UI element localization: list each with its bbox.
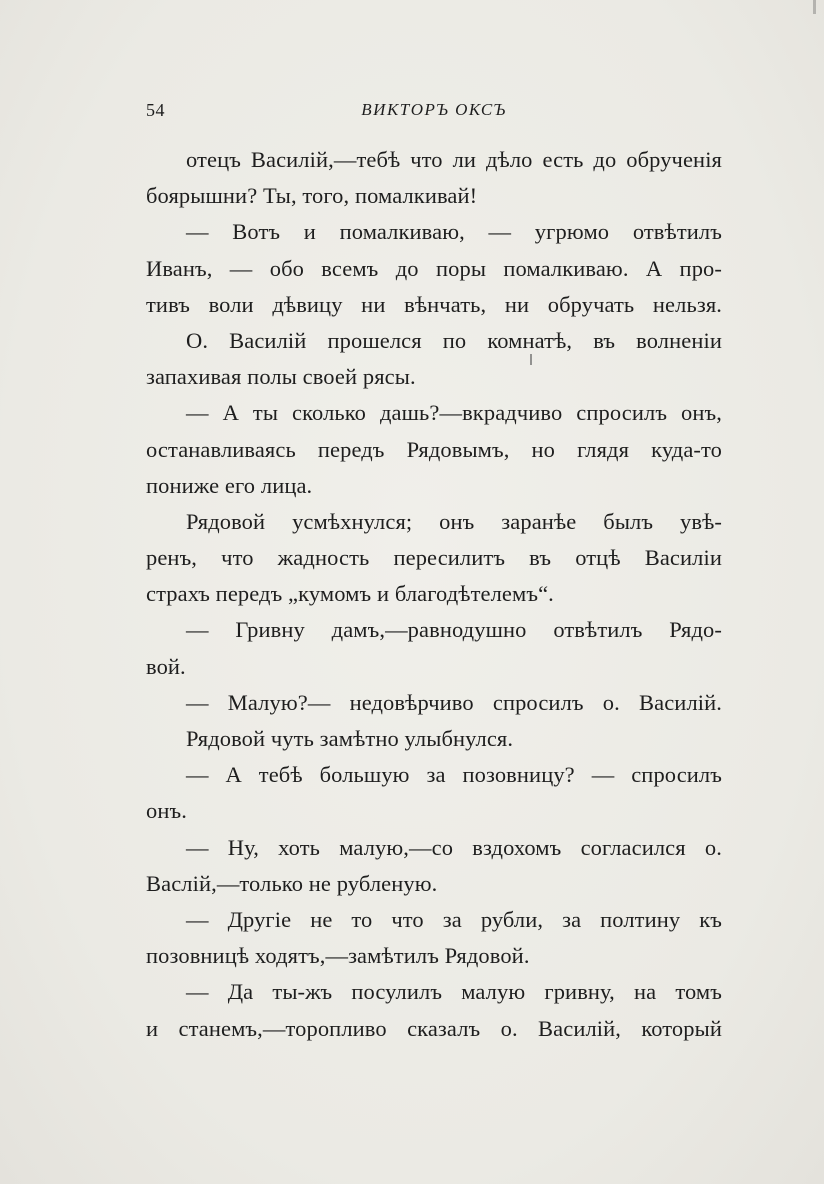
text-line: — А тебѣ большую за позовницу? — спросилъ bbox=[186, 762, 722, 788]
text-line: — А ты сколько дашь?—вкрадчиво спросилъ онъ, bbox=[186, 400, 722, 426]
text-line: запахивая полы своей рясы. bbox=[146, 364, 416, 390]
text-line: — Ну, хоть малую,—со вздохомъ согласился о. bbox=[186, 834, 722, 860]
text-line: — Малую?— недовѣрчиво спросилъ о. Василій. bbox=[186, 689, 722, 715]
text-line: страхъ передъ „кумомъ и благодѣтелемъ“. bbox=[146, 581, 554, 607]
text-line: — Гривну дамъ,—равнодушно отвѣтилъ Рядо- bbox=[186, 617, 722, 643]
text-line: позовницѣ ходятъ,—замѣтилъ Рядовой. bbox=[146, 943, 530, 969]
text-line: останавливаясь передъ Рядовымъ, но глядя куда-то bbox=[146, 436, 722, 462]
text-line: онъ. bbox=[146, 798, 187, 824]
text-line: отецъ Василій,—тебѣ что ли дѣло есть до обрученія bbox=[186, 147, 722, 172]
text-line: Рядовой чуть замѣтно улыбнулся. bbox=[186, 726, 514, 751]
text-line: — Вотъ и помалкиваю, — угрюмо отвѣтилъ bbox=[186, 219, 722, 245]
text-line: Иванъ, — обо всемъ до поры помалкиваю. А про- bbox=[146, 255, 722, 281]
text-line: вой. bbox=[146, 653, 186, 679]
running-head: ВИКТОРЪ ОКСЪ bbox=[361, 100, 507, 119]
text-line: О. Василій прошелся по комнатѣ, въ волненіи bbox=[186, 327, 722, 353]
print-speck bbox=[530, 354, 532, 365]
text-line: — Другіе не то что за рубли, за полтину къ bbox=[186, 906, 722, 932]
text-line: боярышни? Ты, того, помалкивай! bbox=[146, 183, 478, 209]
text-line: Рядовой усмѣхнулся; онъ заранѣе былъ увѣ- bbox=[186, 508, 722, 534]
page-number: 54 bbox=[146, 100, 165, 120]
text-line: Васлій,—только не рубленую. bbox=[146, 870, 438, 896]
text-line: — Да ты-жъ посулилъ малую гривну, на томъ bbox=[186, 979, 722, 1005]
page-header bbox=[146, 100, 722, 130]
text-line: и станемъ,—торопливо сказалъ о. Василій, который bbox=[146, 1015, 722, 1041]
text-line: тивъ воли дѣвицу ни вѣнчать, ни обручать нельзя. bbox=[146, 291, 722, 317]
print-speck bbox=[813, 0, 816, 14]
text-line: ренъ, что жадность пересилитъ въ отцѣ Василіи bbox=[146, 545, 722, 571]
text-body bbox=[146, 142, 722, 1047]
text-line: пониже его лица. bbox=[146, 472, 313, 498]
